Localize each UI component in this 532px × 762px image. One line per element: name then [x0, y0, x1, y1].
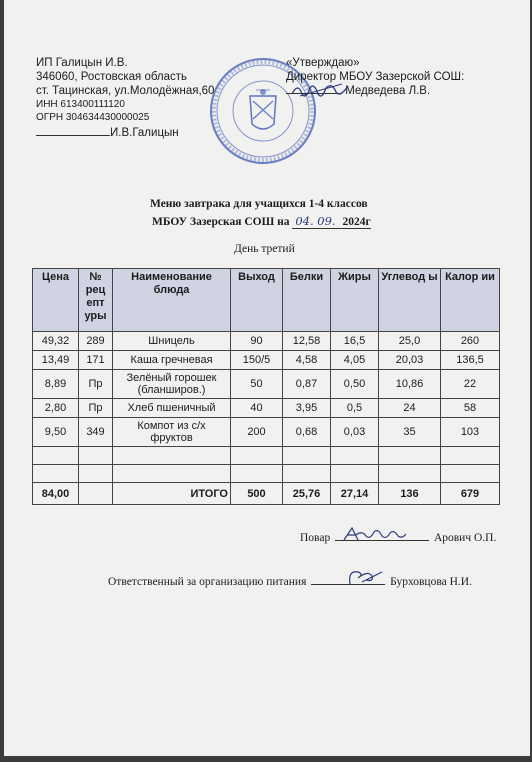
cell-empty	[379, 465, 441, 483]
menu-table	[32, 268, 500, 505]
menu-date-handwritten: 04. 09.	[292, 214, 338, 229]
menu-day-label: День третий	[234, 243, 295, 255]
cell-empty	[331, 465, 379, 483]
cell-empty	[79, 465, 113, 483]
cell-portion: 150/5	[231, 351, 283, 370]
cell-empty	[231, 465, 283, 483]
cook-name: Арович О.П.	[433, 532, 497, 544]
col-header-recipe-no: № рец епт уры	[79, 269, 113, 332]
cell-fats: 4,05	[331, 351, 379, 370]
cell-recipe-no: 171	[79, 351, 113, 370]
cell-proteins: 4,58	[283, 351, 331, 370]
cell-recipe-no: Пр	[79, 399, 113, 418]
cell-portion: 40	[231, 399, 283, 418]
cell-dish-name: Зелёный горошек (бланширов.)	[113, 370, 231, 399]
menu-subtitle-school	[152, 214, 371, 228]
cell-calories: 136,5	[441, 351, 500, 370]
cell-proteins: 12,58	[283, 332, 331, 351]
cell-dish-name: Хлеб пшеничный	[113, 399, 231, 418]
col-header-price: Цена	[33, 269, 79, 332]
total-recipe-no	[79, 483, 113, 505]
total-carbs: 136	[379, 483, 441, 505]
cell-carbs: 10,86	[379, 370, 441, 399]
cell-empty	[283, 447, 331, 465]
cell-price: 49,32	[33, 332, 79, 351]
cell-fats: 0,03	[331, 418, 379, 447]
contractor-address-region: 346060, Ростовская область	[36, 71, 188, 83]
contractor-signature-line	[36, 126, 179, 140]
cell-empty	[283, 465, 331, 483]
contractor-inn: ИНН 613400111120	[36, 99, 125, 110]
menu-title: Меню завтрака для учащихся 1-4 классов	[150, 198, 368, 210]
responsible-signature	[344, 566, 384, 588]
cook-signature	[340, 524, 410, 544]
cell-recipe-no: 349	[79, 418, 113, 447]
responsible-name: Бурховцова Н.И.	[390, 576, 472, 588]
cell-empty	[231, 447, 283, 465]
cell-carbs: 24	[379, 399, 441, 418]
cell-calories: 58	[441, 399, 500, 418]
cell-empty	[33, 447, 79, 465]
responsible-label: Ответственный за организацию питания	[108, 576, 307, 588]
cell-empty	[113, 465, 231, 483]
table-row	[33, 399, 500, 418]
contractor-signature-name: И.В.Галицын	[110, 127, 179, 139]
cell-dish-name: Шницель	[113, 332, 231, 351]
col-header-portion: Выход	[231, 269, 283, 332]
total-price: 84,00	[33, 483, 79, 505]
table-total-row	[33, 483, 500, 505]
total-fats: 27,14	[331, 483, 379, 505]
cell-carbs: 25,0	[379, 332, 441, 351]
cell-price: 13,49	[33, 351, 79, 370]
cook-label: Повар	[300, 532, 331, 544]
cell-portion: 200	[231, 418, 283, 447]
cell-recipe-no: 289	[79, 332, 113, 351]
director-name: Медведева Л.В.	[345, 85, 431, 97]
cell-empty	[331, 447, 379, 465]
col-header-dish-name: Наименование блюда	[113, 269, 231, 332]
director-position: Директор МБОУ Зазерской СОШ:	[286, 71, 465, 83]
contractor-name: ИП Галицын И.В.	[36, 57, 128, 69]
cell-empty	[33, 465, 79, 483]
responsible-signature-row	[108, 576, 472, 588]
table-row	[33, 351, 500, 370]
col-header-carbs: Углевод ы	[379, 269, 441, 332]
cell-proteins: 3,95	[283, 399, 331, 418]
cell-dish-name: Компот из с/х фруктов	[113, 418, 231, 447]
table-row	[33, 370, 500, 399]
col-header-proteins: Белки	[283, 269, 331, 332]
table-row	[33, 418, 500, 447]
table-row-empty	[33, 447, 500, 465]
menu-school-prefix: МБОУ Зазерская СОШ на	[152, 216, 290, 228]
cell-empty	[113, 447, 231, 465]
total-portion: 500	[231, 483, 283, 505]
cell-price: 2,80	[33, 399, 79, 418]
cell-empty	[441, 465, 500, 483]
cell-empty	[79, 447, 113, 465]
cell-fats: 16,5	[331, 332, 379, 351]
cell-calories: 103	[441, 418, 500, 447]
approve-label: «Утверждаю»	[286, 57, 360, 69]
cell-proteins: 0,87	[283, 370, 331, 399]
menu-year: 2024г	[338, 216, 370, 229]
cell-price: 9,50	[33, 418, 79, 447]
table-row-empty	[33, 465, 500, 483]
cell-calories: 260	[441, 332, 500, 351]
cell-recipe-no: Пр	[79, 370, 113, 399]
col-header-fats: Жиры	[331, 269, 379, 332]
director-signature	[290, 80, 350, 102]
table-header-row	[33, 269, 500, 332]
contractor-address-street: ст. Тацинская, ул.Молодёжная,60	[36, 85, 215, 97]
contractor-ogrn: ОГРН 304634430000025	[36, 112, 150, 123]
cell-price: 8,89	[33, 370, 79, 399]
total-calories: 679	[441, 483, 500, 505]
cell-empty	[379, 447, 441, 465]
total-label: ИТОГО	[113, 483, 231, 505]
cell-fats: 0,5	[331, 399, 379, 418]
cell-fats: 0,50	[331, 370, 379, 399]
cell-calories: 22	[441, 370, 500, 399]
cell-carbs: 35	[379, 418, 441, 447]
table-row	[33, 332, 500, 351]
col-header-calories: Калор ии	[441, 269, 500, 332]
cell-portion: 50	[231, 370, 283, 399]
cell-empty	[441, 447, 500, 465]
cell-portion: 90	[231, 332, 283, 351]
total-proteins: 25,76	[283, 483, 331, 505]
cell-carbs: 20,03	[379, 351, 441, 370]
cell-dish-name: Каша гречневая	[113, 351, 231, 370]
cell-proteins: 0,68	[283, 418, 331, 447]
